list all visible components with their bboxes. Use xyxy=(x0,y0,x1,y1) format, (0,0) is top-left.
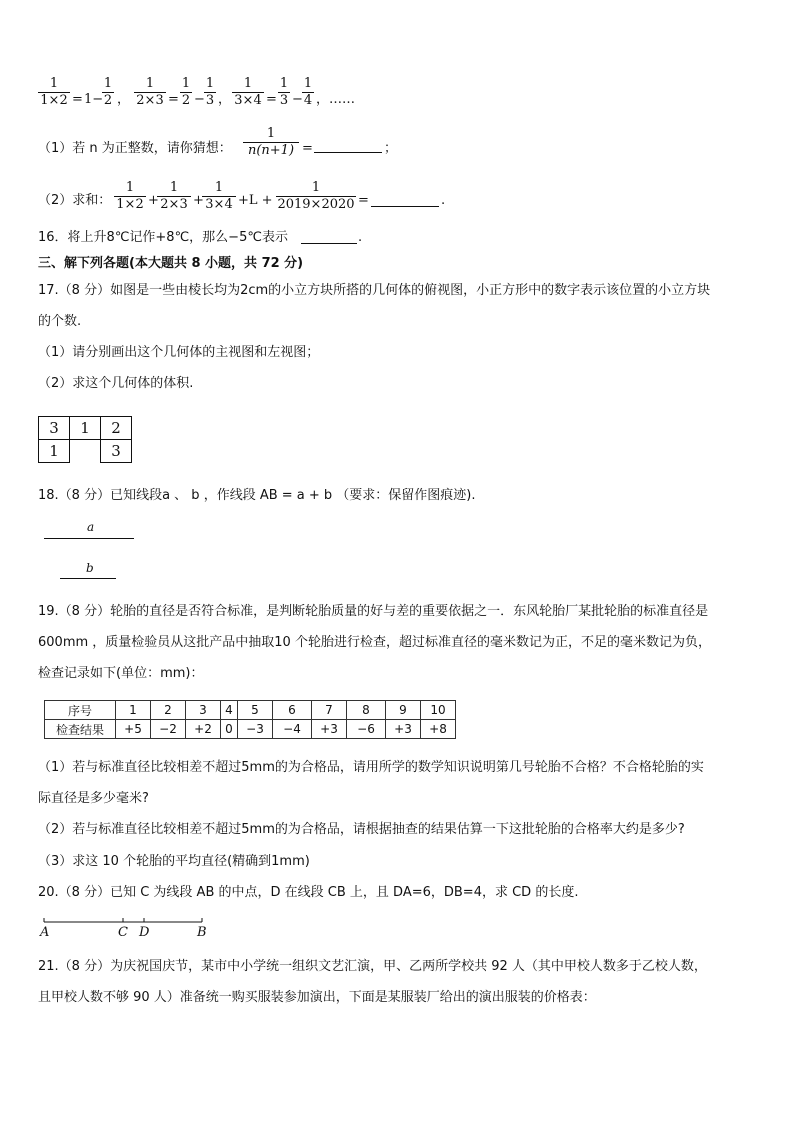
fraction: 1 1×2 xyxy=(114,180,146,213)
fraction: 1 3×4 xyxy=(202,180,236,213)
q19-sub1b: 际直径是多少毫米? xyxy=(38,791,149,806)
table-cell: 1 xyxy=(116,701,151,720)
table-cell: +5 xyxy=(116,720,151,739)
table-cell: 8 xyxy=(347,701,386,720)
q18-text: 18.（8 分）已知线段a 、 b ，作线段 AB = a + b （要求：保留作图痕迹). xyxy=(38,488,476,503)
table-cell: 10 xyxy=(421,701,456,720)
table-row xyxy=(45,701,456,720)
grid-cell: 1 xyxy=(39,440,70,463)
segment-b xyxy=(60,578,116,579)
grid-cell: 2 xyxy=(101,417,132,440)
table-cell: +2 xyxy=(186,720,221,739)
top-view-grid xyxy=(38,416,132,463)
q19-line2: 600mm ，质量检验员从这批产品中抽取10 个轮胎进行检查，超过标准直径的毫米数记为正，不足的毫米数记为负， xyxy=(38,635,711,650)
q17-sub2: （2）求这个几何体的体积. xyxy=(38,376,194,391)
q21-line1: 21.（8 分）为庆祝国庆节，某市中小学统一组织文艺汇演，甲、乙两所学校共 92 人（其中甲校人数多于乙校人数， xyxy=(38,959,707,974)
fraction: 1 3 xyxy=(279,76,289,108)
ellipsis: ，…… xyxy=(316,92,356,107)
segment-b-label: b xyxy=(86,561,94,575)
fraction: 1 2×3 xyxy=(157,180,191,213)
q19-line3: 检查记录如下(单位：mm)： xyxy=(38,666,204,681)
q19-line1: 19.（8 分）轮胎的直径是否符合标准，是判断轮胎质量的好与差的重要依据之一．东风轮胎厂某批轮胎的标准直径是 xyxy=(38,604,709,619)
table-cell: 5 xyxy=(238,701,273,720)
table-cell: +8 xyxy=(421,720,456,739)
table-cell: 序号 xyxy=(45,701,116,720)
table-cell: −2 xyxy=(151,720,186,739)
q15-2-label: （2）求和： xyxy=(38,193,112,208)
q17-line1: 17.（8 分）如图是一些由棱长均为2cm的小立方块所搭的几何体的俯视图，小正方形中的数字表示该位置的小立方块 xyxy=(38,283,711,298)
table-cell: −3 xyxy=(238,720,273,739)
point-a-label: A xyxy=(40,925,50,940)
point-d-label: D xyxy=(139,925,150,940)
q17-sub1: （1）请分别画出这个几何体的主视图和左视图； xyxy=(38,345,320,360)
point-b-label: B xyxy=(197,925,207,940)
q21-line2: 且甲校人数不够 90 人）准备统一购买服装参加演出，下面是某服装厂给出的演出服装的价格表： xyxy=(38,990,596,1005)
section-heading: 三、解下列各题(本大题共 8 小题，共 72 分) xyxy=(38,256,304,271)
segment-a xyxy=(44,538,134,539)
q15-1-label: （1）若 n 为正整数，请你猜想： xyxy=(38,141,232,156)
table-cell: 2 xyxy=(151,701,186,720)
answer-blank[interactable] xyxy=(301,243,357,244)
q16-text: 16．将上升8℃记作+8℃，那么−5℃表示 xyxy=(38,230,288,245)
table-cell: −6 xyxy=(347,720,386,739)
inspection-table xyxy=(44,700,456,739)
table-cell: −4 xyxy=(273,720,312,739)
fraction: 1 2 xyxy=(181,76,191,108)
q19-sub2: （2）若与标准直径比较相差不超过5mm的为合格品，请根据抽查的结果估算一下这批轮胎的合格率大约是多少? xyxy=(38,822,685,837)
grid-cell: 1 xyxy=(70,417,101,440)
fraction: 1 2×3 xyxy=(134,76,166,109)
table-cell: 6 xyxy=(273,701,312,720)
fraction: 1 n(n+1) xyxy=(243,126,299,159)
table-cell: 7 xyxy=(312,701,347,720)
fraction: 1 4 xyxy=(303,76,313,108)
grid-cell: 3 xyxy=(101,440,132,463)
point-c-label: C xyxy=(118,925,128,940)
fraction: 1 1×2 xyxy=(38,76,70,109)
intro-rhs: 1− xyxy=(84,92,104,107)
table-row xyxy=(45,720,456,739)
grid-cell: 3 xyxy=(39,417,70,440)
q20-text: 20.（8 分）已知 C 为线段 AB 的中点，D 在线段 CB 上，且 DA=6，DB=4，求 CD 的长度. xyxy=(38,885,579,900)
grid-cell-empty xyxy=(70,440,101,463)
fraction: 1 3 xyxy=(205,76,215,108)
answer-blank[interactable] xyxy=(314,152,382,153)
segment-a-label: a xyxy=(87,520,95,534)
table-cell: 9 xyxy=(386,701,421,720)
table-cell: 检查结果 xyxy=(45,720,116,739)
q17-line2: 的个数. xyxy=(38,314,82,329)
fraction: 1 3×4 xyxy=(232,76,264,109)
table-cell: 3 xyxy=(186,701,221,720)
answer-blank[interactable] xyxy=(371,206,439,207)
table-cell: +3 xyxy=(386,720,421,739)
q19-sub3: （3）求这 10 个轮胎的平均直径(精确到1mm) xyxy=(38,854,310,869)
fraction: 1 2 xyxy=(103,76,113,108)
table-cell: +3 xyxy=(312,720,347,739)
fraction: 1 2019×2020 xyxy=(277,180,355,212)
table-cell: 0 xyxy=(221,720,238,739)
q19-sub1a: （1）若与标准直径比较相差不超过5mm的为合格品，请用所学的数学知识说明第几号轮胎不合格？不合格轮胎的实 xyxy=(38,760,704,775)
table-cell: 4 xyxy=(221,701,238,720)
